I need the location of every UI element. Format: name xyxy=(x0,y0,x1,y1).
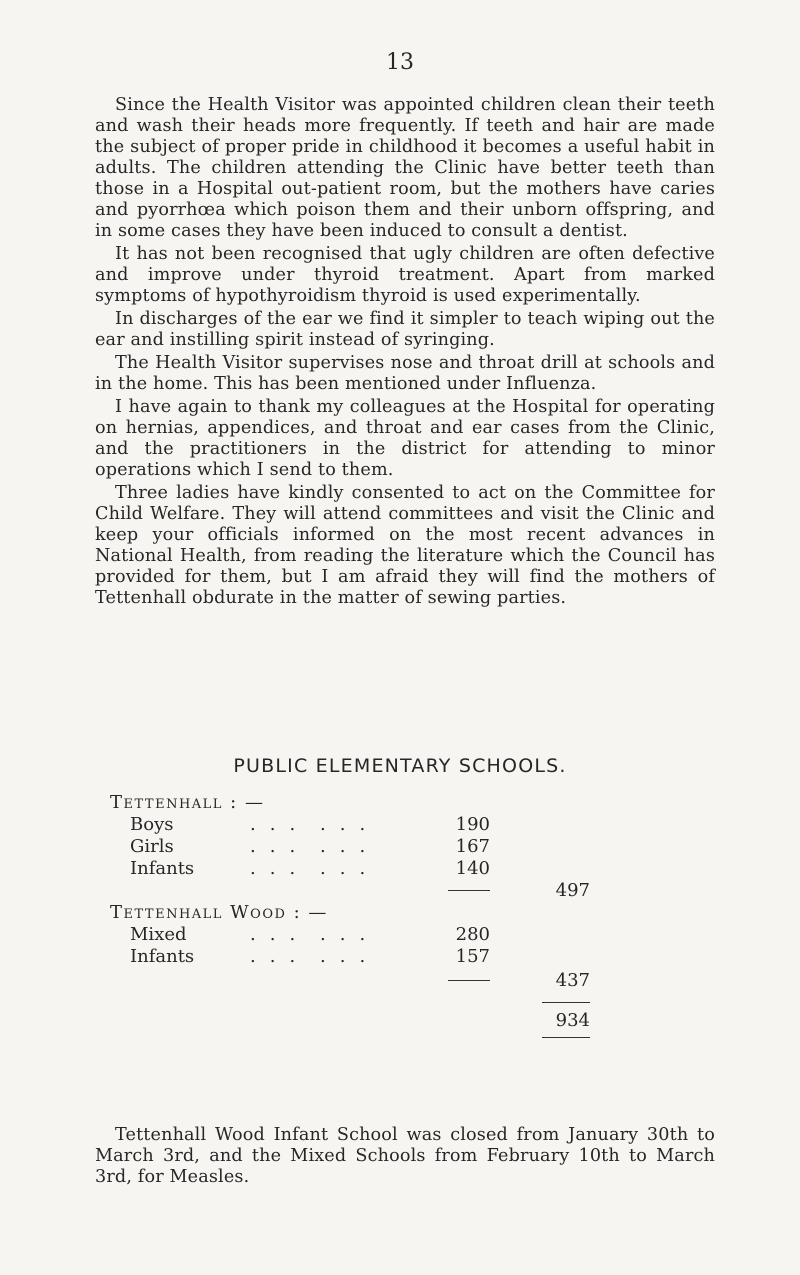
leader-dots: ... xyxy=(250,814,310,835)
body-text xyxy=(95,95,715,611)
leader-dots: ... xyxy=(320,924,380,945)
paragraph-thanks-colleagues: I have again to thank my colleagues at the Hospital for operating on hernias, appendices, and throat and ear cases from the Clinic, and the practitioners in the district for attending to minor operations which I send to them. xyxy=(95,397,715,480)
subtotal-value: 437 xyxy=(555,970,590,991)
row-label: Infants xyxy=(130,946,195,967)
leader-dots: ... xyxy=(320,814,380,835)
paragraph-thyroid-treatment: It has not been recognised that ugly children are often defective and improve under thyroid treatment. Apart from marked symptoms of hypothyroidism thyroid is used experimentally. xyxy=(95,244,715,306)
table-row xyxy=(110,924,710,946)
closing-text xyxy=(95,1125,715,1190)
row-value: 280 xyxy=(455,924,490,945)
row-label: Girls xyxy=(130,836,174,857)
page-number: 13 xyxy=(386,50,414,75)
paragraph-child-welfare-committee: Three ladies have kindly consented to act on the Committee for Child Welfare. They will attend committees and visit the Clinic and keep your officials informed on the most recent advances in National Health, from reading the literature which the Council has provided for them, but I am afraid they will find the mothers of Tettenhall obdurate in the matter of sewing parties. xyxy=(95,483,715,608)
paragraph-dental-care: Since the Health Visitor was appointed children clean their teeth and wash their heads more frequently. If teeth and hair are made the subject of proper pride in childhood it becomes a useful habit in adults. The children attending the Clinic have better teeth than those in a Hospital out-patient room, but the mothers have caries and pyorrhœa which poison them and their unborn offspring, and in some cases they have been induced to consult a dentist. xyxy=(95,95,715,241)
leader-dots: ... xyxy=(250,836,310,857)
group-heading-tettenhall-wood: Tettenhall Wood : — xyxy=(110,902,328,923)
table-row xyxy=(110,858,710,880)
paragraph-ear-discharges: In discharges of the ear we find it simpler to teach wiping out the ear and instilling spirit instead of syringing. xyxy=(95,309,715,350)
leader-dots: ... xyxy=(320,836,380,857)
subtotal-row xyxy=(110,880,710,902)
leader-dots: ... xyxy=(320,946,380,967)
total-row xyxy=(110,1010,710,1032)
leader-dots: ... xyxy=(250,858,310,879)
table-row xyxy=(110,836,710,858)
row-value: 157 xyxy=(455,946,490,967)
grand-total-value: 934 xyxy=(555,1010,590,1031)
row-label: Mixed xyxy=(130,924,187,945)
total-rule xyxy=(542,1002,590,1003)
table-row xyxy=(110,946,710,968)
schools-table-heading: PUBLIC ELEMENTARY SCHOOLS. xyxy=(233,755,567,777)
table-row xyxy=(110,814,710,836)
leader-dots: ... xyxy=(250,946,310,967)
leader-dots: ... xyxy=(320,858,380,879)
subtotal-value: 497 xyxy=(555,880,590,901)
row-value: 140 xyxy=(455,858,490,879)
total-rule-bottom xyxy=(542,1037,590,1038)
subtotal-row xyxy=(110,970,710,992)
row-value: 167 xyxy=(455,836,490,857)
paragraph-nose-throat-drill: The Health Visitor supervises nose and throat drill at schools and in the home. This has been mentioned under Influenza. xyxy=(95,353,715,394)
leader-dots: ... xyxy=(250,924,310,945)
row-label: Infants xyxy=(130,858,195,879)
row-label: Boys xyxy=(130,814,174,835)
group-heading-tettenhall: Tettenhall : — xyxy=(110,792,265,813)
row-value: 190 xyxy=(455,814,490,835)
paragraph-school-closure: Tettenhall Wood Infant School was closed from January 30th to March 3rd, and the Mixed Schools from February 10th to March 3rd, for Measles. xyxy=(95,1125,715,1187)
